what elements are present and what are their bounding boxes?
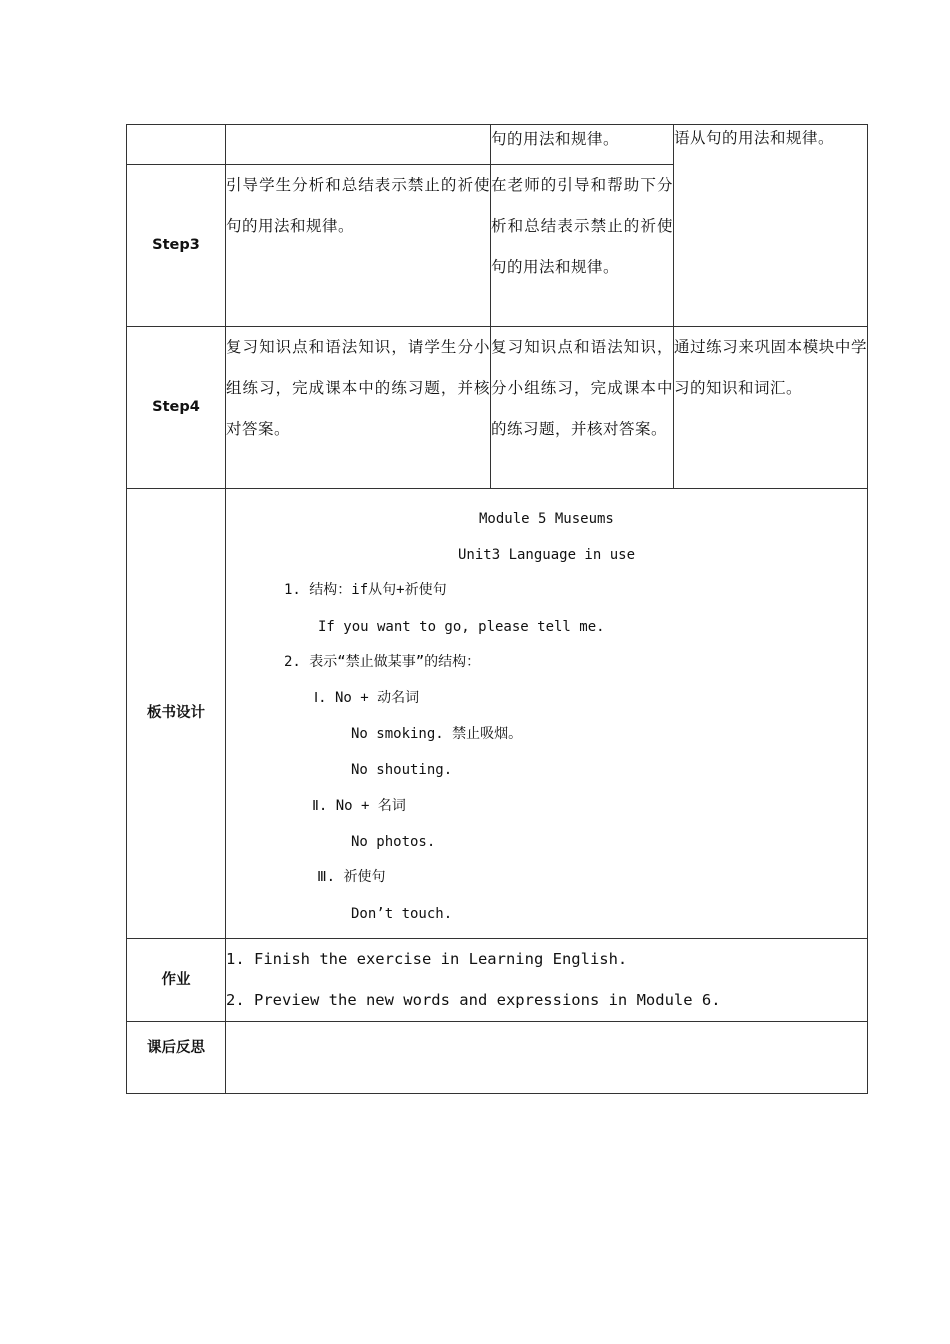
homework-content (226, 939, 868, 1022)
reflection-content (226, 1022, 868, 1094)
board-sub-2: Ⅱ. No + 名词 (312, 798, 406, 814)
step3-teacher-activity: 引导学生分析和总结表示禁止的祈使句的用法和规律。 (226, 165, 491, 327)
step-label-cell (127, 125, 226, 165)
step3-label: Step3 (127, 165, 226, 327)
board-design-label: 板书设计 (127, 489, 226, 939)
board-item-1-example: If you want to go, please tell me. (318, 619, 605, 635)
board-sub-1-example-2: No shouting. (351, 762, 453, 778)
step4-purpose: 通过练习来巩固本模块中学习的知识和词汇。 (674, 327, 868, 489)
board-sub-3-example-1: Don’t touch. (351, 906, 453, 922)
purpose-cell: 语从句的用法和规律。 (674, 125, 868, 327)
homework-line-2: 2. Preview the new words and expressions in Module 6. (226, 991, 721, 1009)
board-sub-2-example-1: No photos. (351, 834, 436, 850)
board-sub-1-example-1: No smoking. 禁止吸烟。 (351, 726, 523, 742)
table-row (127, 1022, 868, 1094)
board-design-content (226, 489, 868, 939)
board-item-2: 2. 表示“禁止做某事”的结构： (284, 654, 481, 670)
lesson-plan-table (126, 124, 868, 1094)
board-sub-3: Ⅲ. 祈使句 (317, 869, 386, 885)
table-row (127, 327, 868, 489)
board-title-module: Module 5 Museums (479, 511, 614, 527)
table-row (127, 125, 868, 165)
board-title-unit: Unit3 Language in use (458, 547, 636, 563)
board-sub-1: Ⅰ. No + 动名词 (314, 690, 420, 706)
step4-teacher-activity: 复习知识点和语法知识，请学生分小组练习，完成课本中的练习题，并核对答案。 (226, 327, 491, 489)
step3-student-activity: 在老师的引导和帮助下分析和总结表示禁止的祈使句的用法和规律。 (491, 165, 674, 327)
step4-student-activity: 复习知识点和语法知识，分小组练习，完成课本中的练习题，并核对答案。 (491, 327, 674, 489)
table-row (127, 939, 868, 1022)
homework-line-1: 1. Finish the exercise in Learning English. (226, 950, 628, 968)
reflection-label: 课后反思 (127, 1022, 226, 1094)
teacher-activity-cell (226, 125, 491, 165)
step4-label: Step4 (127, 327, 226, 489)
table-row (127, 489, 868, 939)
board-item-1: 1. 结构：if从句+祈使句 (284, 582, 447, 598)
homework-label: 作业 (127, 939, 226, 1022)
student-activity-cell: 句的用法和规律。 (491, 125, 674, 165)
